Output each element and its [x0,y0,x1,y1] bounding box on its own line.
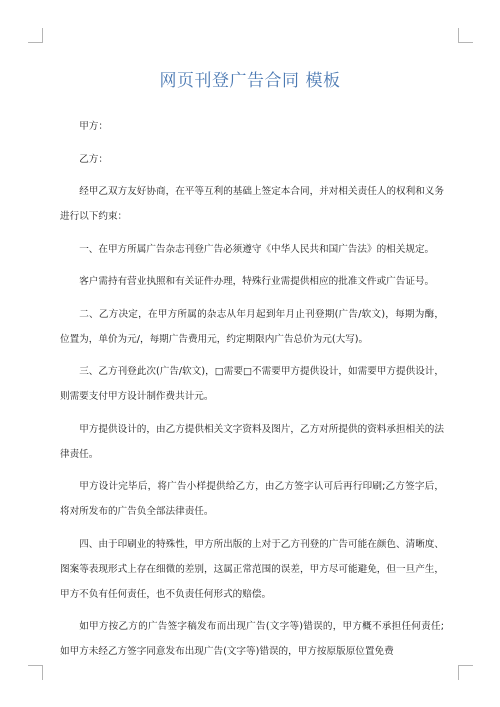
paragraph-clause-2: 二、乙方决定，在甲方所属的杂志从年月起到年月止刊登期(广告/软文)，每期为酶，位置为，单价为元/，每期广告费用元，约定期限内广告总价为元(大写)。 [60,308,444,345]
paragraph-license: 客户需持有营业执照和有关证件办理，特殊行业需提供相应的批准文件或广告证号。 [79,276,435,287]
corner-mark-top-left [28,28,43,43]
paragraph-clause-3: 三、乙方刊登此次(广告/软文)，□需要□不需要甲方提供设计，如需要甲方提供设计，则需要支付甲方设计制作费共计元。 [60,366,444,402]
document-title: 网页刊登广告合同 模板 [159,71,341,91]
corner-mark-bottom-right [458,665,473,680]
party-b-line: 乙方： [79,153,108,165]
paragraph-design-provision: 甲方提供设计的，由乙方提供相关文字资料及图片，乙方对所提供的资料承担相关的法律责任。 [60,423,444,460]
paragraph-error-liability: 如甲方按乙方的广告签字稿发布而出现广告(文字等)错误的，甲方概不承担任何责任;如甲方未经乙方签字同意发布出现广告(文字等)错误的，甲方按原版原位置免费 [60,621,444,657]
corner-mark-bottom-left [28,665,43,680]
paragraph-design-approval: 甲方设计完毕后，将广告小样提供给乙方，由乙方签字认可后再行印刷;乙方签字后，将对所发布的广告负全部法律责任。 [60,481,444,517]
paragraph-clause-4: 四、由于印刷业的特殊性，甲方所出版的上对于乙方刊登的广告可能在颜色、清晰度、图案等表现形式上存在细微的差别，这属正常范围的误差，甲方尽可能避免，但一旦产生，甲方不负有任何责任，也不负责任何形式的赔偿。 [60,538,444,600]
paragraph-clause-1: 一、在甲方所属广告杂志刊登广告必须遵守《中华人民共和国广告法》的相关规定。 [79,243,435,255]
corner-mark-top-right [458,28,473,43]
party-a-line: 甲方： [79,121,108,132]
paragraph-intro: 经甲乙双方友好协商，在平等互利的基础上签定本合同，并对相关责任人的权利和义务进行以下约束： [60,186,444,222]
document-body [60,114,444,672]
